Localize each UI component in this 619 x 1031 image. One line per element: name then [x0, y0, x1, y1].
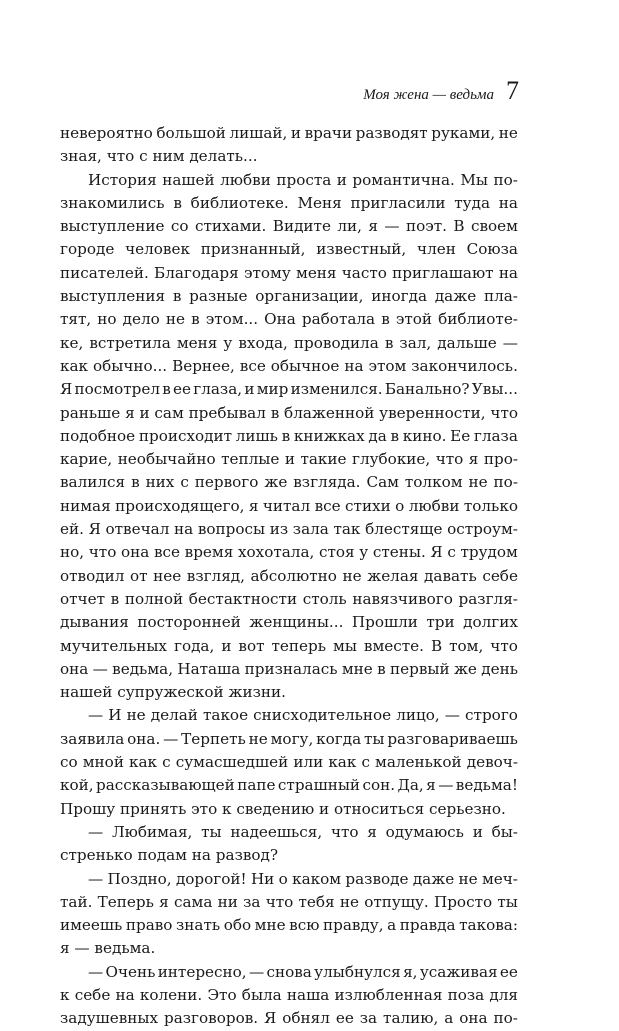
- text-line: задушевных разговоров. Я обнял ее за талию, а она по-: [60, 1009, 518, 1028]
- text-line: валился в них с первого же взгляда. Сам толком не по-: [60, 473, 518, 492]
- text-line: к себе на колени. Это была наша излюбленная поза для: [60, 985, 518, 1004]
- text-line: знакомились в библиотеке. Меня пригласили туда на: [60, 193, 518, 212]
- text-line: ке, встретила меня у входа, проводила в зал, дальше —: [60, 333, 518, 352]
- text-line: выступление со стихами. Видите ли, я — поэт. В своем: [60, 217, 518, 236]
- text-line: — И не делай такое снисходительное лицо, — строго: [88, 706, 518, 725]
- text-line: тят, но дело не в этом... Она работала в этой библиоте-: [60, 310, 518, 329]
- text-line: — Очень интересно, — снова улыбнулся я, усаживая ее: [88, 962, 518, 981]
- text-line: кой, рассказывающей папе страшный сон. Да, я — ведьма!: [60, 776, 518, 795]
- text-line: писателей. Благодаря этому меня часто приглашают на: [60, 263, 518, 282]
- text-line: как обычно... Вернее, все обычное на этом закончилось.: [60, 356, 518, 375]
- body-text: [60, 122, 518, 1031]
- running-header: [363, 78, 519, 104]
- text-line: невероятно большой лишай, и врачи разводят руками, не: [60, 124, 518, 142]
- page-number: 7: [506, 76, 519, 105]
- text-line: имеешь право знать обо мне всю правду, а правда такова:: [60, 916, 518, 935]
- text-line: нашей супружеской жизни.: [60, 683, 286, 702]
- text-line: со мной как с сумасшедшей или как с маленькой девоч-: [60, 753, 518, 772]
- text-line: — Поздно, дорогой! Ни о каком разводе даже не меч-: [88, 869, 518, 888]
- text-line: заявила она. — Терпеть не могу, когда ты разговариваешь: [60, 729, 518, 748]
- text-line: карие, необычайно теплые и такие глубокие, что я про-: [60, 450, 518, 469]
- text-line: дывания посторонней женщины... Прошли три долгих: [60, 613, 518, 632]
- text-line: отводил от нее взгляд, абсолютно не желая давать себе: [60, 566, 518, 585]
- text-line: ей. Я отвечал на вопросы из зала так блестяще остроум-: [60, 520, 518, 539]
- text-line: раньше я и сам пребывал в блаженной уверенности, что: [60, 403, 518, 422]
- text-line: нимая происходящего, я читал все стихи о любви только: [60, 496, 518, 515]
- text-line: тай. Теперь я сама ни за что тебя не отпущу. Просто ты: [60, 892, 518, 911]
- text-line: отчет в полной бестактности столь навязчивого разгля-: [60, 589, 518, 608]
- text-line: городе человек признанный, известный, член Союза: [60, 240, 518, 259]
- text-line: — Любимая, ты надеешься, что я одумаюсь и бы-: [88, 822, 518, 841]
- text-line: зная, что с ним делать...: [60, 147, 258, 166]
- text-line: стренько подам на развод?: [60, 846, 279, 865]
- text-line: Я посмотрел в ее глаза, и мир изменился. Банально? Увы...: [60, 380, 518, 399]
- text-line: я — ведьма.: [60, 939, 156, 958]
- text-line: Прошу принять это к сведению и относиться серьезно.: [60, 799, 506, 818]
- text-line: подобное происходит лишь в книжках да в кино. Ее глаза: [60, 426, 518, 445]
- text-line: мучительных года, и вот теперь мы вместе. В том, что: [60, 636, 518, 655]
- running-title: Моя жена — ведьма: [363, 87, 494, 103]
- text-line: выступления в разные организации, иногда даже пла-: [60, 287, 518, 306]
- text-line: но, что она все время хохотала, стоя у стены. Я с трудом: [60, 543, 518, 562]
- text-line: История нашей любви проста и романтична. Мы по-: [88, 170, 518, 189]
- text-line: она — ведьма, Наташа призналась мне в первый же день: [60, 659, 518, 678]
